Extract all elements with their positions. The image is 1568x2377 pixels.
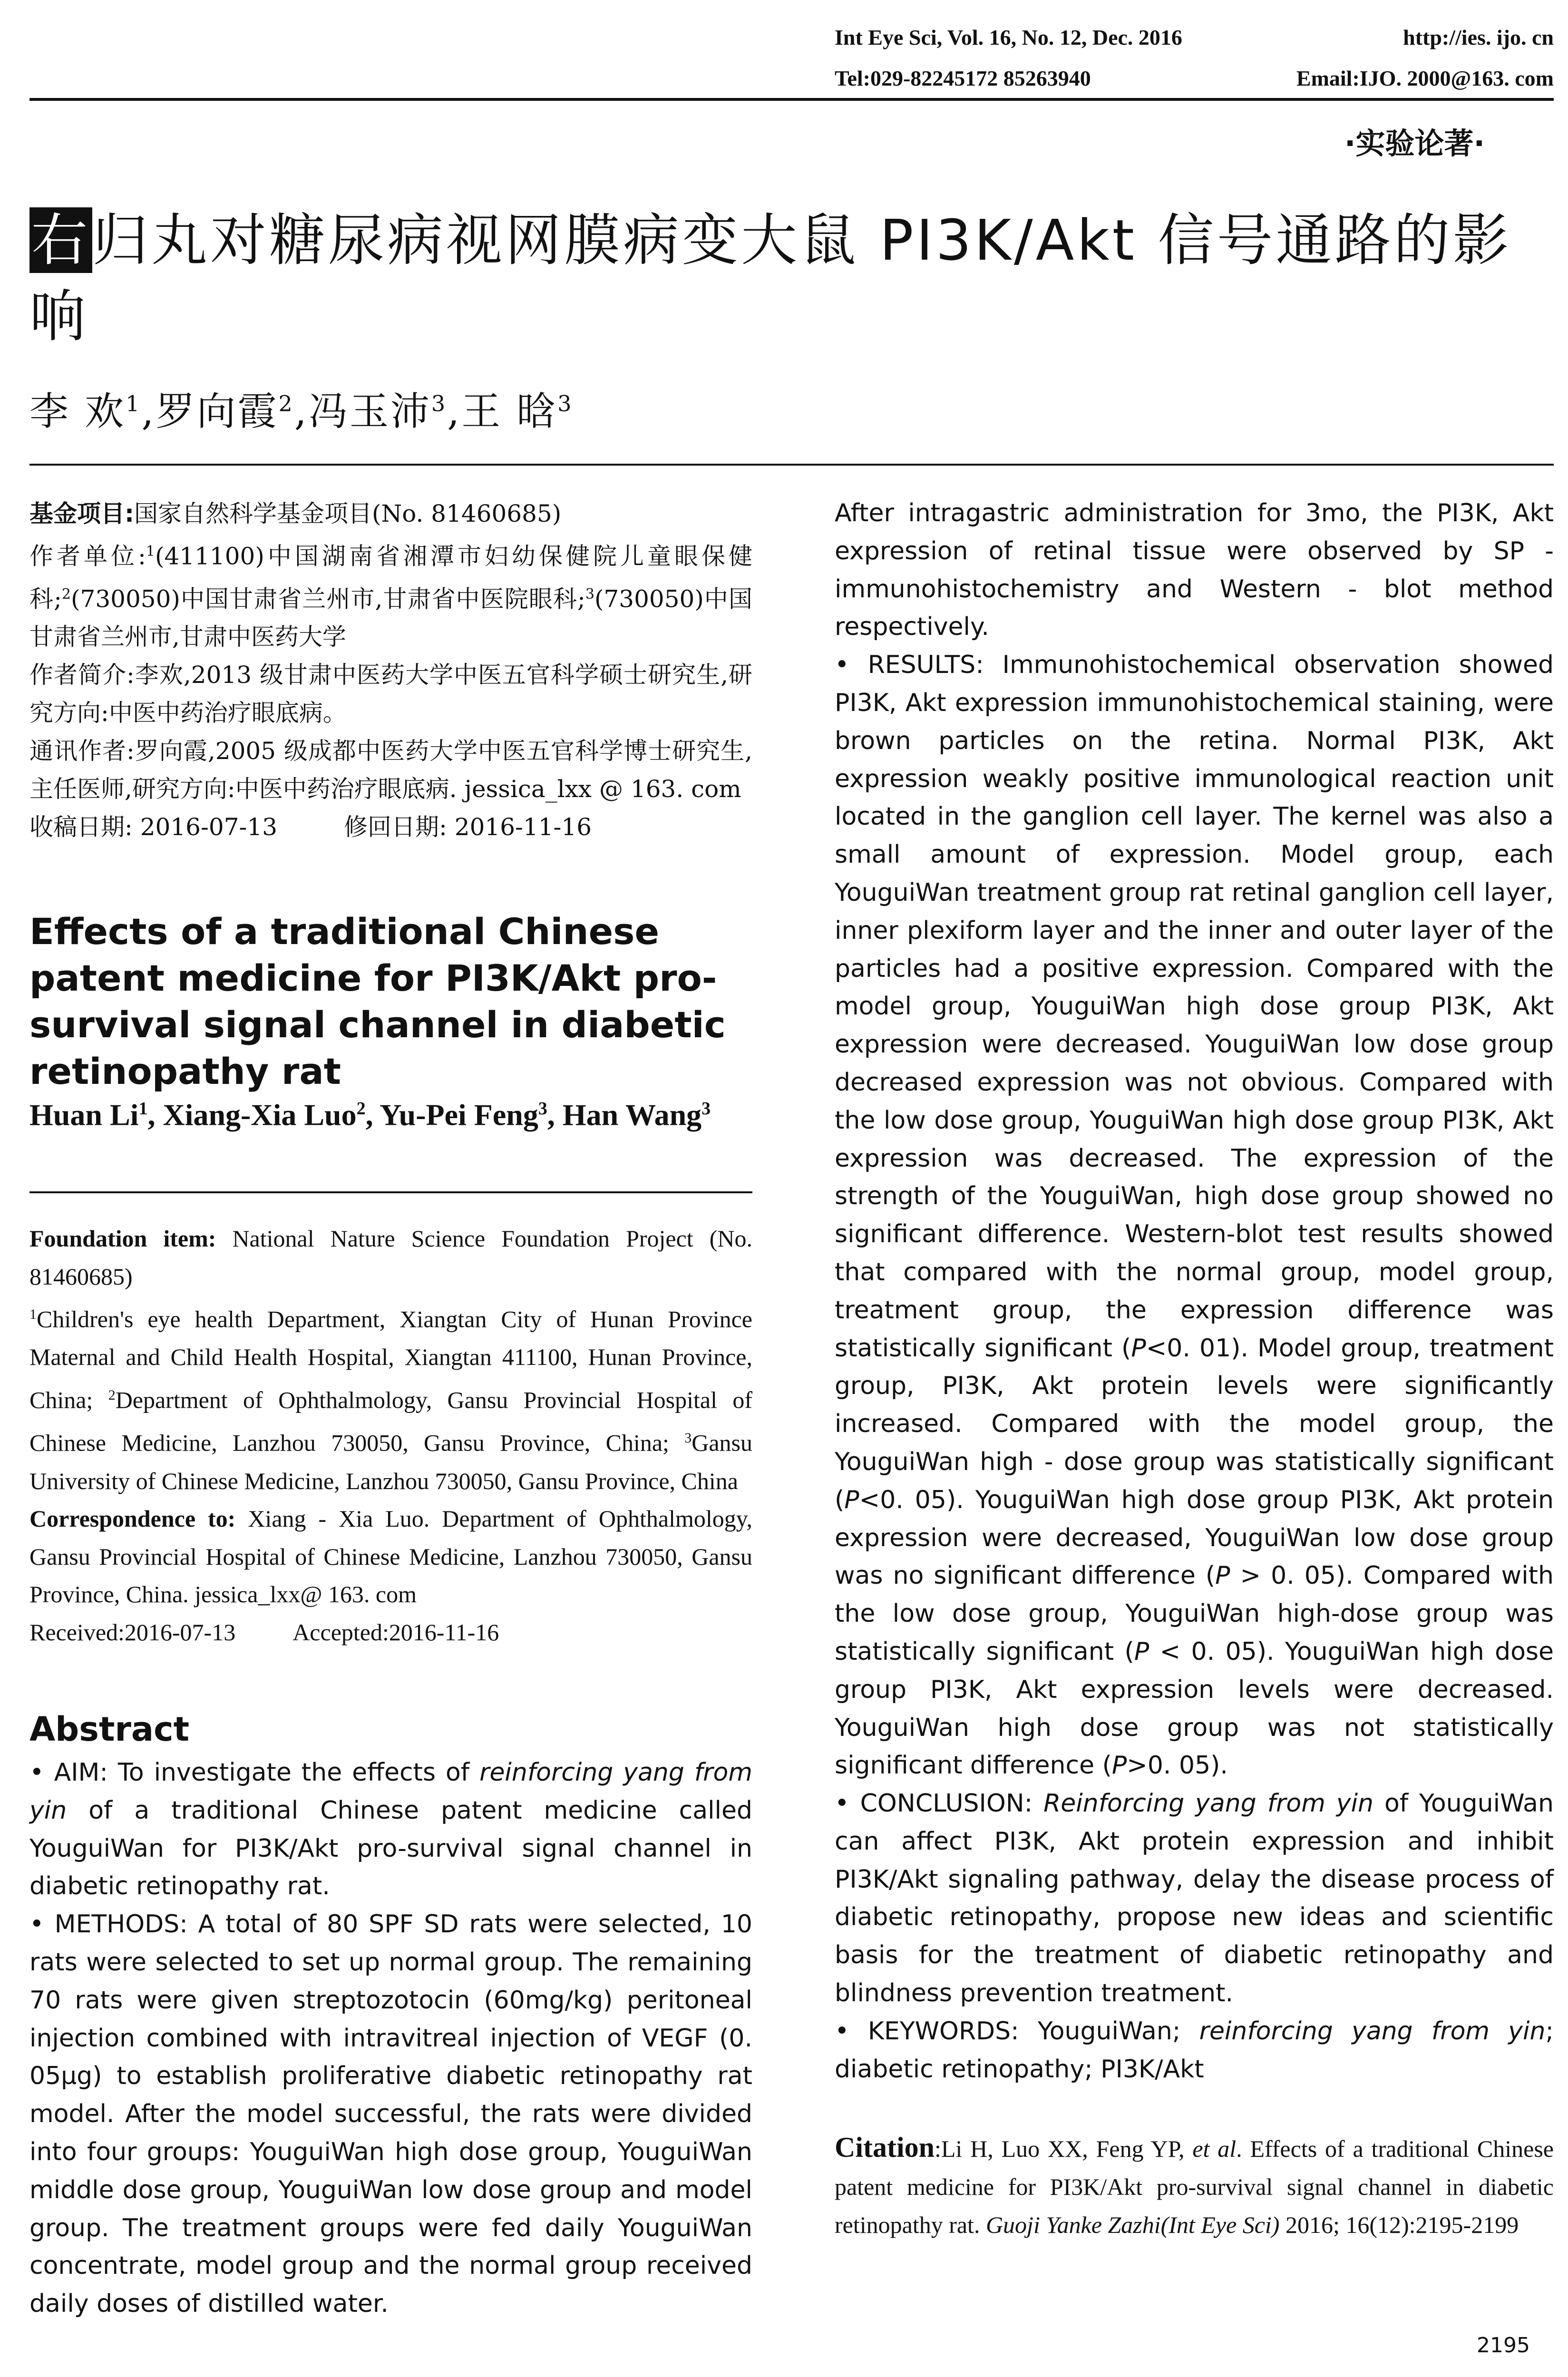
affil-3: Gansu University of Chinese Medicine, Lanzhou 730050, Gansu Province, China [29,1429,752,1494]
p-value-symbol: P [844,1485,859,1514]
abstract-methods-continued: After intragastric administration for 3mo, the PI3K, Akt expression of retinal tissue were observed by SP - immunohistochemistry and Western - blot method respectively. [835,499,1554,642]
section-tag: ·实验论著· [1344,126,1485,161]
author-name: Yu-Pei Feng [380,1098,538,1132]
authors-rule [29,1191,752,1193]
fund-label: 基金项目: [29,500,134,527]
abstract-right [835,495,1554,2088]
affil-label: 作者单位: [29,542,146,570]
keyword-emphasis: reinforcing yang from yin [1199,2017,1546,2046]
header-rule [29,98,1554,101]
p-value-symbol: P [1131,1334,1146,1363]
abstract-methods [29,1906,752,2323]
abstract-keywords [835,2013,1554,2089]
affil-sup: 2 [61,585,71,603]
author-affiliation-sup: 3 [431,390,448,417]
author-name: Xiang-Xia Luo [163,1098,357,1132]
author-affiliation-sup: 2 [278,390,294,417]
affiliation-block [29,533,752,656]
citation [835,2128,1554,2244]
citation-et-al: et al [1192,2135,1237,2162]
author-name: 冯玉沛 [308,389,431,434]
en-dates-line [29,1614,752,1652]
fund-text: 国家自然科学基金项目(No. 81460685) [134,500,562,527]
abstract-heading: Abstract [29,1710,190,1749]
aim-text: To investigate the effects of [117,1758,480,1787]
methods-label: • METHODS: [29,1910,198,1939]
english-title: Effects of a traditional Chinese patent medicine for PI3K/Akt pro-survival signal channel in diabetic retinopathy rat [29,910,726,1092]
affil-sup: 3 [585,585,594,603]
chinese-metadata [29,495,752,846]
abstract-aim [29,1754,752,1906]
affil-sup: 2 [108,1387,116,1403]
aim-label: • AIM: [29,1758,118,1787]
journal-issue-line: Int Eye Sci, Vol. 16, No. 12, Dec. 2016 [835,25,1182,49]
journal-tel: Tel:029-82245172 85263940 [835,66,1091,90]
correspondence-line [29,1500,752,1614]
fund-line [29,495,752,533]
aim-emphasis: reinforcing yang from yin [29,1758,752,1825]
chinese-authors: 李 欢$^1$,罗向霞$^2$,冯玉沛$^3$,王 晗$^3$ [29,389,574,434]
citation-text: . Effects of a traditional Chinese patent medicine for PI3K/Akt pro-survival signal channel in diabetic retinopathy rat. [835,2135,1554,2238]
title-rule [29,464,1554,466]
results-text: > 0. 05). Compared with the low dose group, YouguiWan high-dose group was statistically significant ( [835,1561,1554,1666]
keyword: YouguiWan; [1037,2017,1199,2046]
page-number: 2195 [1477,2333,1530,2358]
english-authors: Huan Li$^1$, Xiang-Xia Luo$^2$, Yu-Pei Feng$^3$, Han Wang$^3$ [29,1098,711,1132]
methods-text: A total of 80 SPF SD rats were selected, 10 rats were selected to set up normal group. The remaining 70 rats were given streptozotocin (60mg/kg) peritoneal injection combined with intravitreal injection of VEGF (0. 05μg) to establish proliferative diabetic retinopathy rat model. After the model successful, the rats were divided into four groups: YouguiWan high dose group, YouguiWan middle dose group, YouguiWan low dose group and model group. The treatment groups were fed daily YouguiWan concentrate, model group and the normal group received daily doses of distilled water. [29,1910,752,2319]
journal-email: Email:IJO. 2000@163. com [1296,66,1554,90]
revised-date: 修回日期: 2016-11-16 [344,813,592,841]
author-affiliation-sup: 3 [701,1099,711,1119]
abstract-results [835,646,1554,1785]
affil-1: Children's eye health Department, Xiangtan City of Hunan Province Maternal and Child Health Hospital, Xiangtan 411100, Hunan Province, China; [29,1305,752,1413]
p-value-symbol: P [1134,1637,1149,1666]
abstract-conclusion [835,1785,1554,2013]
corresponding-author: 通讯作者:罗向霞,2005 级成都中医药大学中医五官科学博士研究生,主任医师,研究方向:中医中药治疗眼底病. jessica_lxx @ 163. com [29,737,752,803]
journal-url: http://ies. ijo. cn [1403,25,1554,49]
author-affiliation-sup: 2 [356,1099,366,1119]
keyword: ; diabetic retinopathy; PI3K/Akt [835,2017,1554,2084]
affiliations-en [29,1296,752,1500]
accepted-date: Accepted:2016-11-16 [292,1618,499,1646]
affil-sup: 1 [29,1306,37,1323]
results-text: <0. 01). Model group, treatment group, PI3K, Akt protein levels were significantly increased. Compared with the model group, the YouguiWan high - dose group was statistically significant ( [835,1334,1554,1514]
received-date: 收稿日期: 2016-07-13 [29,813,278,841]
affil-2: Department of Ophthalmology, Gansu Provincial Hospital of Chinese Medicine, Lanzhou 730050, Gansu Province, China; [29,1386,752,1456]
affil-2: (730050)中国甘肃省兰州市,甘肃省中医院眼科; [71,585,585,613]
author-bio: 作者简介:李欢,2013 级甘肃中医药大学中医五官科学硕士研究生,研究方向:中医中药治疗眼底病。 [29,661,752,727]
citation-text: 2016; 16(12):2195-2199 [1279,2211,1519,2238]
affil-3: (730050)中国甘肃省兰州市,甘肃中医药大学 [29,585,752,651]
results-label: • RESULTS: [835,651,1003,680]
dates-line [29,808,752,846]
conclusion-label: • CONCLUSION: [835,1789,1044,1818]
keywords-label: • KEYWORDS: [835,2017,1038,2046]
author-affiliation-sup: 1 [138,1099,148,1119]
foundation-text: National Nature Science Foundation Project (No. 81460685) [29,1225,753,1290]
foundation-label: Foundation item: [29,1225,216,1252]
title-text: 归丸对糖尿病视网膜病变大鼠 PI3K/Akt 信号通路的影响 [29,207,1512,349]
foundation-line [29,1220,752,1296]
author-name: Han Wang [562,1098,702,1132]
p-value-symbol: P [1215,1561,1230,1590]
chinese-title [29,202,1542,354]
affil-1: (411100)中国湖南省湘潭市妇幼保健院儿童眼保健科; [29,542,752,613]
author-affiliation-sup: 3 [557,390,574,417]
citation-text: :Li H, Luo XX, Feng YP, [935,2135,1193,2162]
author-name: Huan Li [29,1098,139,1132]
p-value-symbol: P [1111,1751,1127,1780]
abstract-left [29,1754,752,2323]
author-affiliation-sup: 3 [538,1099,547,1119]
english-metadata [29,1220,752,1652]
results-text: Immunohistochemical observation showed PI3K, Akt expression immunohistochemical staining, were brown particles on the retina. Normal PI3K, Akt expression weakly positive immunological reaction unit located in the ganglion cell layer. The kernel was also a small amount of expression. Model group, each YouguiWan treatment group rat retinal ganglion cell layer, inner plexiform layer and the inner and outer layer of the particles had a positive expression. Compared with the model group, YouguiWan high dose group PI3K, Akt expression were decreased. YouguiWan low dose group decreased expression was not obvious. Compared with the low dose group, YouguiWan high dose group PI3K, Akt expression was decreased. The expression of the strength of the YouguiWan, high dose group showed no significant difference. Western-blot test results showed that compared with the normal group, model group, treatment group, the expression difference was statistically significant ( [835,651,1554,1363]
author-affiliation-sup: 1 [126,390,142,417]
conclusion-emphasis: Reinforcing yang from yin [1043,1789,1374,1818]
conclusion-text: of YouguiWan can affect PI3K, Akt protein expression and inhibit PI3K/Akt signaling pathway, delay the disease process of diabetic retinopathy, propose new ideas and scientific basis for the treatment of diabetic retinopathy and blindness prevention treatment. [835,1789,1554,2008]
author-name: 王 晗 [461,389,558,434]
results-text: < 0. 05). YouguiWan high dose group PI3K, Akt expression levels were decreased. YouguiWan high dose group was not statistically significant difference ( [835,1637,1554,1780]
author-name: 李 欢 [29,389,126,434]
affil-sup: 1 [146,543,155,560]
aim-text: of a traditional Chinese patent medicine called YouguiWan for PI3K/Akt pro-survival signal channel in diabetic retinopathy rat. [29,1796,752,1901]
received-date: Received:2016-07-13 [29,1618,236,1646]
citation-label: Citation [835,2132,935,2163]
results-text: <0. 05). YouguiWan high dose group PI3K, Akt protein expression were decreased, YouguiWan low dose group was no significant difference ( [835,1485,1554,1590]
title-highlight-char: 右 [29,207,92,273]
citation-journal: Guoji Yanke Zazhi(Int Eye Sci) [985,2211,1280,2238]
correspondence-text: Xiang - Xia Luo. Department of Ophthalmology, Gansu Provincial Hospital of Chinese Medicine, Lanzhou 730050, Gansu Province, China. jessica_lxx@ 163. com [29,1505,753,1608]
author-name: 罗向霞 [156,389,279,434]
affil-sup: 3 [684,1430,692,1446]
results-text: >0. 05). [1127,1751,1228,1780]
correspondence-label: Correspondence to: [29,1505,236,1532]
